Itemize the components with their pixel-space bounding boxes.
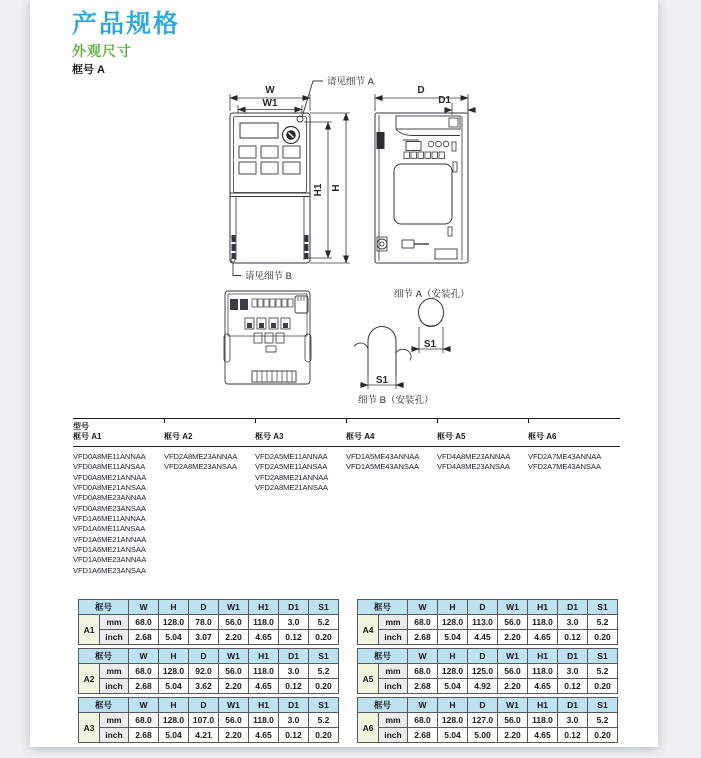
model-table-title: 型号 bbox=[73, 422, 89, 431]
model-number: VFD1A6ME23ANNAA bbox=[73, 555, 147, 565]
value-cell: 5.2 bbox=[588, 664, 618, 679]
header-frame: 框号 bbox=[79, 600, 129, 615]
value-cell: 3.0 bbox=[558, 713, 588, 728]
header-dim: W bbox=[129, 649, 159, 664]
value-cell: 128.0 bbox=[159, 664, 189, 679]
unit-label-inch: inch bbox=[379, 679, 408, 694]
model-number: VFD0A8ME11ANNAA bbox=[73, 452, 146, 461]
header-dim: D bbox=[468, 698, 498, 713]
header-dim: W1 bbox=[219, 600, 249, 615]
model-number: VFD1A6ME21ANSAA bbox=[73, 545, 146, 555]
header-dim: W1 bbox=[498, 600, 528, 615]
header-dim: D1 bbox=[558, 649, 588, 664]
unit-label-mm: mm bbox=[100, 615, 129, 630]
header-dim: W bbox=[129, 600, 159, 615]
value-cell: 3.0 bbox=[279, 713, 309, 728]
unit-label-mm: mm bbox=[100, 664, 129, 679]
frame-group-headers bbox=[73, 431, 620, 446]
model-number: VFD2A7ME43ANSAA bbox=[528, 462, 601, 472]
value-cell: 2.68 bbox=[408, 728, 438, 743]
header-dim: W1 bbox=[498, 698, 528, 713]
header-dim: H1 bbox=[249, 698, 279, 713]
value-cell: 2.68 bbox=[408, 630, 438, 645]
model-column bbox=[346, 452, 437, 576]
value-cell: 2.20 bbox=[498, 728, 528, 743]
unit-label-inch: inch bbox=[100, 728, 129, 743]
value-cell: 128.0 bbox=[438, 615, 468, 630]
value-cell: 56.0 bbox=[219, 615, 249, 630]
value-cell: 3.0 bbox=[279, 615, 309, 630]
dim-label-h: H bbox=[331, 184, 342, 192]
value-cell: 68.0 bbox=[129, 713, 159, 728]
value-cell: 125.0 bbox=[468, 664, 498, 679]
value-cell: 4.21 bbox=[189, 728, 219, 743]
model-number: VFD4A8ME23ANNAA bbox=[437, 452, 511, 461]
model-table bbox=[73, 418, 620, 576]
dimension-table-A6 bbox=[357, 697, 618, 743]
value-cell: 4.65 bbox=[528, 679, 558, 694]
model-column bbox=[73, 452, 164, 576]
header-dim: W1 bbox=[219, 649, 249, 664]
value-cell: 5.2 bbox=[309, 664, 339, 679]
value-cell: 118.0 bbox=[249, 713, 279, 728]
model-column bbox=[164, 452, 255, 576]
value-cell: 3.0 bbox=[558, 664, 588, 679]
value-cell: 56.0 bbox=[498, 664, 528, 679]
unit-label-mm: mm bbox=[100, 713, 129, 728]
header-dim: W1 bbox=[219, 698, 249, 713]
value-cell: 68.0 bbox=[408, 615, 438, 630]
frame-cell: A1 bbox=[79, 615, 100, 645]
value-cell: 128.0 bbox=[159, 615, 189, 630]
header-dim: H1 bbox=[528, 698, 558, 713]
value-cell: 68.0 bbox=[129, 664, 159, 679]
model-column bbox=[437, 452, 528, 576]
table-top-rule bbox=[73, 418, 620, 419]
side-view bbox=[375, 113, 468, 263]
frame-cell: A2 bbox=[79, 664, 100, 694]
value-cell: 0.20 bbox=[588, 630, 618, 645]
model-number: VFD0A8ME23ANSAA bbox=[73, 503, 146, 513]
value-cell: 5.2 bbox=[588, 615, 618, 630]
header-dim: H1 bbox=[528, 600, 558, 615]
header-dim: S1 bbox=[588, 600, 618, 615]
header-dim: D1 bbox=[279, 600, 309, 615]
value-cell: 2.20 bbox=[219, 728, 249, 743]
header-dim: D bbox=[468, 600, 498, 615]
value-cell: 78.0 bbox=[189, 615, 219, 630]
header-frame: 框号 bbox=[79, 698, 129, 713]
header-dim: D1 bbox=[279, 698, 309, 713]
header-dim: S1 bbox=[309, 698, 339, 713]
value-cell: 5.04 bbox=[159, 728, 189, 743]
dim-label-s1-a: S1 bbox=[423, 339, 437, 350]
unit-label-inch: inch bbox=[100, 630, 129, 645]
unit-label-inch: inch bbox=[379, 728, 408, 743]
dim-label-s1-b: S1 bbox=[375, 375, 389, 386]
value-cell: 128.0 bbox=[438, 713, 468, 728]
front-view bbox=[230, 113, 310, 263]
value-cell: 118.0 bbox=[528, 615, 558, 630]
detail-b bbox=[354, 327, 433, 407]
value-cell: 5.04 bbox=[159, 630, 189, 645]
frame-group-header: 框号 A4 bbox=[346, 432, 375, 441]
dim-label-d1: D1 bbox=[438, 95, 451, 106]
value-cell: 56.0 bbox=[219, 713, 249, 728]
value-cell: 118.0 bbox=[528, 664, 558, 679]
value-cell: 4.65 bbox=[528, 630, 558, 645]
value-cell: 68.0 bbox=[129, 615, 159, 630]
value-cell: 0.12 bbox=[279, 728, 309, 743]
value-cell: 0.20 bbox=[309, 679, 339, 694]
table-mid-rule bbox=[73, 446, 620, 447]
value-cell: 128.0 bbox=[438, 664, 468, 679]
dimension-tables-left bbox=[78, 599, 339, 746]
header-dim: H bbox=[159, 698, 189, 713]
model-number: VFD4A8ME23ANSAA bbox=[437, 462, 510, 472]
value-cell: 0.20 bbox=[588, 679, 618, 694]
header-dim: S1 bbox=[588, 649, 618, 664]
value-cell: 5.2 bbox=[588, 713, 618, 728]
model-number: VFD2A5ME11ANSAA bbox=[255, 462, 328, 472]
value-cell: 5.00 bbox=[468, 728, 498, 743]
unit-label-mm: mm bbox=[379, 713, 408, 728]
dimension-table-A3 bbox=[78, 697, 339, 743]
frame-group-header: 框号 A5 bbox=[437, 432, 466, 441]
header-dim: W bbox=[408, 698, 438, 713]
model-number: VFD2A5ME11ANNAA bbox=[255, 452, 328, 461]
model-number: VFD2A8ME23ANNAA bbox=[164, 452, 238, 461]
value-cell: 4.65 bbox=[249, 679, 279, 694]
model-number: VFD1A6ME21ANNAA bbox=[73, 534, 147, 544]
value-cell: 0.12 bbox=[558, 679, 588, 694]
detail-a bbox=[394, 288, 469, 353]
value-cell: 56.0 bbox=[219, 664, 249, 679]
value-cell: 5.04 bbox=[438, 728, 468, 743]
see-detail-b-label: 请见细节 B bbox=[245, 271, 292, 282]
value-cell: 2.20 bbox=[498, 630, 528, 645]
header-dim: W bbox=[129, 698, 159, 713]
value-cell: 3.0 bbox=[558, 615, 588, 630]
value-cell: 3.07 bbox=[189, 630, 219, 645]
frame-cell: A4 bbox=[358, 615, 379, 645]
value-cell: 113.0 bbox=[468, 615, 498, 630]
model-number: VFD2A7ME43ANNAA bbox=[528, 452, 602, 461]
model-number: VFD1A6ME23ANSAA bbox=[73, 565, 146, 575]
value-cell: 5.04 bbox=[159, 679, 189, 694]
dim-label-d: D bbox=[417, 85, 425, 96]
model-number: VFD2A8ME21ANSAA bbox=[255, 483, 328, 493]
unit-label-inch: inch bbox=[100, 679, 129, 694]
value-cell: 68.0 bbox=[408, 713, 438, 728]
model-number: VFD0A8ME11ANSAA bbox=[73, 462, 146, 472]
model-number: VFD0A8ME21ANSAA bbox=[73, 483, 146, 493]
model-number: VFD0A8ME21ANNAA bbox=[73, 472, 147, 482]
frame-label: 框号 A bbox=[72, 64, 105, 76]
value-cell: 4.92 bbox=[468, 679, 498, 694]
model-number: VFD1A5ME43ANSAA bbox=[346, 462, 419, 472]
value-cell: 5.2 bbox=[309, 615, 339, 630]
header-dim: H bbox=[438, 600, 468, 615]
value-cell: 3.0 bbox=[279, 664, 309, 679]
see-detail-a-label: 请见细节 A bbox=[327, 76, 374, 88]
detail-b-label: 细节 B（安装孔） bbox=[358, 395, 434, 406]
dimension-table-A5 bbox=[357, 648, 618, 694]
header-dim: D1 bbox=[558, 698, 588, 713]
model-number: VFD0A8ME23ANNAA bbox=[73, 493, 147, 503]
value-cell: 0.20 bbox=[588, 728, 618, 743]
dim-label-w: W bbox=[265, 85, 275, 96]
value-cell: 0.12 bbox=[558, 630, 588, 645]
detail-a-label: 细节 A（安装孔） bbox=[394, 289, 470, 300]
frame-group-header: 框号 A6 bbox=[528, 432, 557, 441]
header-dim: D bbox=[189, 600, 219, 615]
value-cell: 107.0 bbox=[189, 713, 219, 728]
value-cell: 2.20 bbox=[498, 679, 528, 694]
value-cell: 4.45 bbox=[468, 630, 498, 645]
header-dim: W bbox=[408, 600, 438, 615]
frame-group-header: 框号 A3 bbox=[255, 432, 284, 441]
value-cell: 127.0 bbox=[468, 713, 498, 728]
header-dim: H bbox=[438, 649, 468, 664]
header-dim: H1 bbox=[249, 649, 279, 664]
value-cell: 56.0 bbox=[498, 615, 528, 630]
value-cell: 68.0 bbox=[408, 664, 438, 679]
model-number: VFD1A6ME11ANSAA bbox=[73, 524, 146, 534]
value-cell: 118.0 bbox=[249, 664, 279, 679]
value-cell: 0.20 bbox=[309, 728, 339, 743]
model-number: VFD2A8ME21ANNAA bbox=[255, 472, 329, 482]
header-dim: H bbox=[159, 649, 189, 664]
value-cell: 5.2 bbox=[309, 713, 339, 728]
value-cell: 2.68 bbox=[408, 679, 438, 694]
value-cell: 4.65 bbox=[528, 728, 558, 743]
model-number: VFD2A8ME23ANSAA bbox=[164, 462, 237, 472]
value-cell: 2.68 bbox=[129, 630, 159, 645]
unit-label-inch: inch bbox=[379, 630, 408, 645]
section-subtitle: 外观尺寸 bbox=[72, 43, 132, 59]
value-cell: 5.04 bbox=[438, 630, 468, 645]
side-dimensions bbox=[375, 85, 476, 115]
header-frame: 框号 bbox=[79, 649, 129, 664]
value-cell: 0.12 bbox=[558, 728, 588, 743]
unit-label-mm: mm bbox=[379, 664, 408, 679]
dim-label-h1: H1 bbox=[313, 183, 324, 197]
header-dim: D1 bbox=[558, 600, 588, 615]
value-cell: 118.0 bbox=[528, 713, 558, 728]
value-cell: 128.0 bbox=[159, 713, 189, 728]
header-dim: H1 bbox=[528, 649, 558, 664]
header-dim: H1 bbox=[249, 600, 279, 615]
header-frame: 框号 bbox=[358, 649, 408, 664]
frame-cell: A6 bbox=[358, 713, 379, 743]
header-dim: W bbox=[408, 649, 438, 664]
dim-label-w1: W1 bbox=[262, 98, 278, 109]
value-cell: 0.12 bbox=[279, 630, 309, 645]
rj45-port bbox=[295, 296, 308, 313]
header-dim: D bbox=[468, 649, 498, 664]
vent-slots bbox=[232, 235, 309, 259]
value-cell: 2.20 bbox=[219, 679, 249, 694]
header-frame: 框号 bbox=[358, 698, 408, 713]
unit-label-mm: mm bbox=[379, 615, 408, 630]
dimension-table-A2 bbox=[78, 648, 339, 694]
model-columns bbox=[73, 452, 620, 576]
dimension-tables-right bbox=[357, 599, 618, 746]
value-cell: 2.20 bbox=[219, 630, 249, 645]
header-dim: W1 bbox=[498, 649, 528, 664]
header-dim: H bbox=[438, 698, 468, 713]
value-cell: 3.62 bbox=[189, 679, 219, 694]
frame-cell: A3 bbox=[79, 713, 100, 743]
dimension-table-A1 bbox=[78, 599, 339, 645]
value-cell: 4.65 bbox=[249, 630, 279, 645]
value-cell: 118.0 bbox=[249, 615, 279, 630]
dimension-drawing bbox=[200, 72, 560, 412]
page-title: 产品规格 bbox=[72, 10, 181, 38]
value-cell: 4.65 bbox=[249, 728, 279, 743]
header-dim: D bbox=[189, 649, 219, 664]
frame-group-header: 框号 A1 bbox=[73, 432, 102, 441]
value-cell: 2.68 bbox=[129, 728, 159, 743]
value-cell: 5.04 bbox=[438, 679, 468, 694]
model-number: VFD1A6ME11ANNAA bbox=[73, 514, 146, 524]
header-dim: S1 bbox=[588, 698, 618, 713]
model-column bbox=[255, 452, 346, 576]
value-cell: 0.12 bbox=[279, 679, 309, 694]
value-cell: 2.68 bbox=[129, 679, 159, 694]
value-cell: 92.0 bbox=[189, 664, 219, 679]
header-dim: D1 bbox=[279, 649, 309, 664]
header-dim: D bbox=[189, 698, 219, 713]
header-dim: H bbox=[159, 600, 189, 615]
header-frame: 框号 bbox=[358, 600, 408, 615]
value-cell: 0.20 bbox=[309, 630, 339, 645]
model-column bbox=[528, 452, 619, 576]
bottom-view bbox=[224, 291, 311, 384]
header-dim: S1 bbox=[309, 649, 339, 664]
frame-cell: A5 bbox=[358, 664, 379, 694]
value-cell: 56.0 bbox=[498, 713, 528, 728]
model-number: VFD1A5ME43ANNAA bbox=[346, 452, 420, 461]
dimension-table-A4 bbox=[357, 599, 618, 645]
frame-group-header: 框号 A2 bbox=[164, 432, 193, 441]
header-dim: S1 bbox=[309, 600, 339, 615]
document-page bbox=[30, 0, 658, 747]
